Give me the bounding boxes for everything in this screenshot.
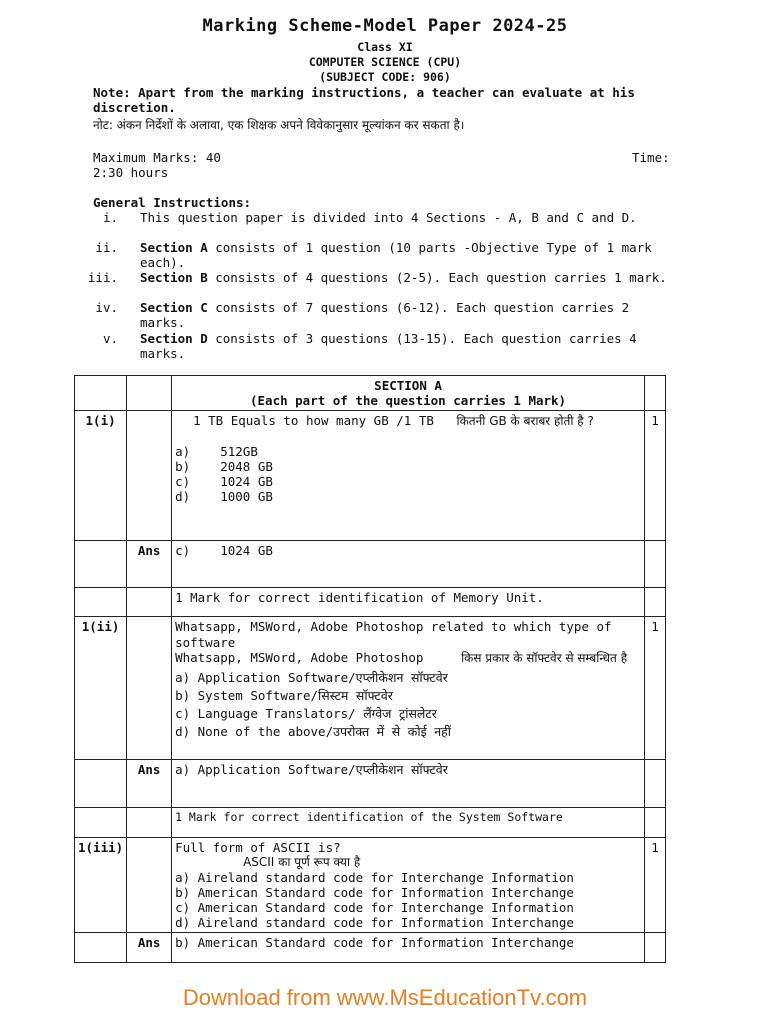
answer-text: c) 1024 GB [172,541,645,588]
question-number: 1(iii) [75,838,127,933]
question-row [75,838,666,933]
answer-text: a) Application Software/एप्लीकेशन सॉफ्टवेर [172,760,645,808]
class-label: Class XI [357,40,413,54]
question-text: Full form of ASCII is? [175,840,341,855]
paper-title: Marking Scheme-Model Paper 2024-25 [202,16,568,36]
option: b) American Standard code for Information Interchange [175,885,574,900]
answer-row [75,760,666,808]
answer-label: Ans [127,933,172,963]
instruction-text: consists of 4 questions (2-5). Each question carries 1 mark. [207,270,667,285]
question-row [75,411,666,541]
scheme-row [75,808,666,838]
question-number: 1(i) [75,411,127,541]
instruction-text: consists of 7 questions (6-12). Each question carries 2 marks. [140,300,630,330]
option: b) System Software/सिस्टम सॉफ्टवेर [175,687,393,703]
option: a) Aireland standard code for Interchange Information [175,870,574,885]
option: d) None of the above/उपरोक्त में से कोई नहीं [175,723,452,739]
option: d) Aireland standard code for Information Interchange [175,915,574,930]
question-mark: 1 [645,838,666,933]
section-title: SECTION A [374,378,442,393]
scheme-text: 1 Mark for correct identification of Memory Unit. [172,588,645,617]
time-label: Time: [632,150,670,165]
option: c) Language Translators/ लैंग्वेज ट्रांसलेटर [175,705,437,721]
scheme-row [75,588,666,617]
time-value: 2:30 hours [93,165,169,180]
instruction-text: consists of 1 question (10 parts -Objective Type of 1 mark each). [140,240,652,270]
option: c) 1024 GB [175,473,273,489]
instructions-heading: General Instructions: [93,195,252,210]
question-text-2: Whatsapp, MSWord, Adobe Photoshop [175,650,424,665]
instruction-number: v. [102,331,118,346]
max-marks: Maximum Marks: 40 [93,150,221,165]
answer-label: Ans [127,541,172,588]
question-text-hindi: ASCII का पूर्ण रूप क्या है [243,855,361,869]
question-text-hindi: कितनी GB के बराबर होती है ? [456,414,594,428]
instruction-number: iii. [87,270,118,285]
scheme-text: 1 Mark for correct identification of the System Software [172,808,645,838]
option: a) 512GB [175,443,258,459]
option: d) 1000 GB [175,488,273,504]
instruction-text: This question paper is divided into 4 Sections - A, B and C and D. [140,210,637,225]
question-text-hindi: किस प्रकार के सॉफ्टवेर से सम्बन्धित है [461,651,628,665]
subject-label: COMPUTER SCIENCE (CPU) [308,55,462,69]
option: a) Application Software/एप्लीकेशन सॉफ्टवेर [175,669,448,685]
question-mark: 1 [645,411,666,541]
question-text: Whatsapp, MSWord, Adobe Photoshop related to which type of software [175,619,612,650]
note-hindi: नोट: अंकन निर्देशों के अलावा, एक शिक्षक अपने विवेकानुसार मूल्यांकन कर सकता है। [93,118,465,132]
answer-row [75,933,666,963]
answer-label: Ans [127,760,172,808]
question-number: 1(ii) [75,617,127,760]
instruction-text: consists of 3 questions (13-15). Each question carries 4 marks. [140,331,637,361]
marking-table [74,375,666,963]
section-name: Section D [140,331,208,346]
instruction-number: ii. [95,240,118,255]
section-subtitle: (Each part of the question carries 1 Mark) [250,393,567,408]
section-name: Section A [140,240,208,255]
question-text: 1 TB Equals to how many GB /1 TB [193,413,434,428]
section-header-row [75,376,666,411]
option: c) American Standard code for Interchange Information [175,900,574,915]
download-link[interactable]: Download from www.MsEducationTv.com [182,985,588,1010]
answer-text: b) American Standard code for Information Interchange [172,933,645,963]
answer-row [75,541,666,588]
subject-code: (SUBJECT CODE: 906) [319,70,451,84]
question-row [75,617,666,760]
option: b) 2048 GB [175,458,273,474]
question-mark: 1 [645,617,666,760]
section-name: Section B [140,270,208,285]
instruction-number: iv. [95,300,118,315]
instruction-number: i. [102,210,118,225]
note-english: Note: Apart from the marking instructions, a teacher can evaluate at his discretion. [93,85,635,115]
section-name: Section C [140,300,208,315]
